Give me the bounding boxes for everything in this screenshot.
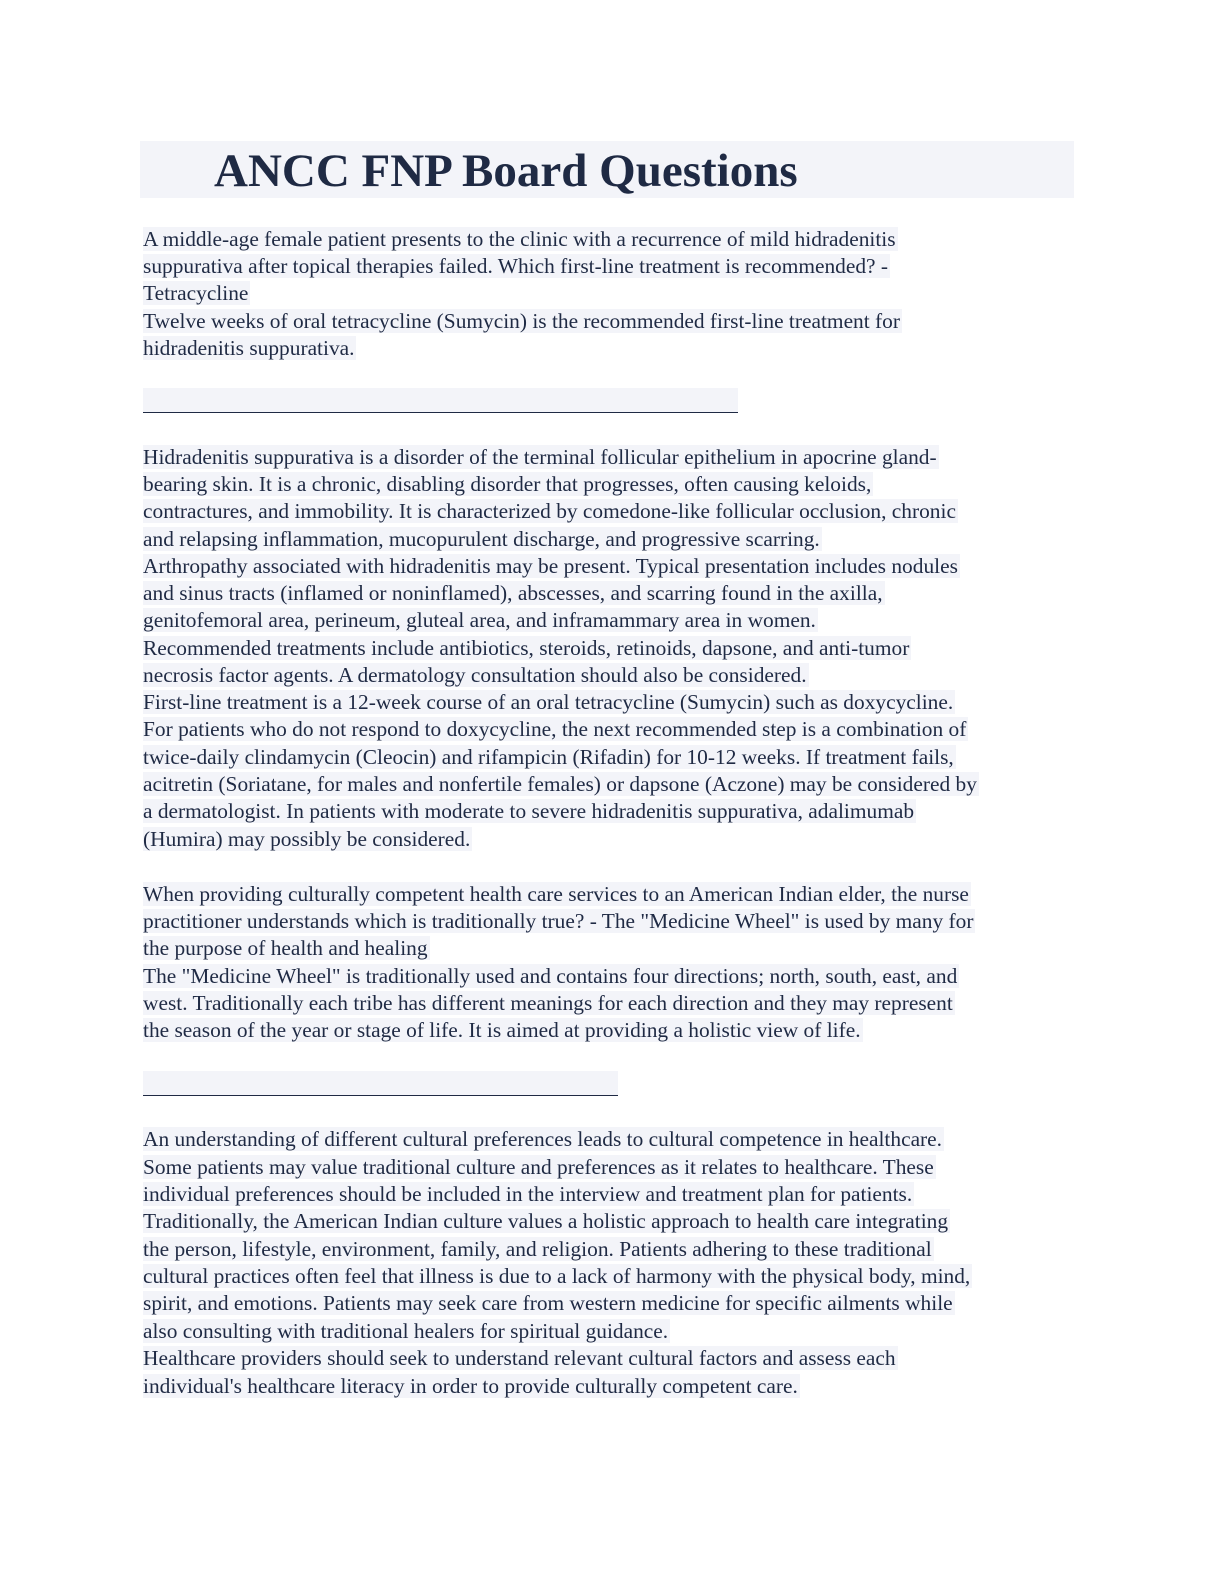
q1-detail-line-8: Recommended treatments include antibiotics, steroids, retinoids, dapsone, and anti-tumor	[143, 636, 910, 660]
q2-line-3: the purpose of health and healing	[143, 936, 428, 960]
q1-detail-line-9: necrosis factor agents. A dermatology consultation should also be considered.	[143, 663, 807, 687]
q2-detail-line-3: individual preferences should be included in the interview and treatment plan for patients.	[143, 1182, 913, 1206]
q2-detail-line-1: An understanding of different cultural preferences leads to cultural competence in healthcare.	[143, 1127, 943, 1151]
q1-detail-line-6: and sinus tracts (inflamed or noninflamed), abscesses, and scarring found in the axilla,	[143, 581, 883, 605]
q2-detail-line-10: individual's healthcare literacy in order to provide culturally competent care.	[143, 1374, 798, 1398]
q1-detail-line-13: acitretin (Soriatane, for males and nonfertile females) or dapsone (Aczone) may be considered by	[143, 772, 977, 796]
q1-line-1: A middle-age female patient presents to the clinic with a recurrence of mild hidradenitis	[143, 227, 896, 251]
q2-detail-line-6: cultural practices often feel that illness is due to a lack of harmony with the physical body, mind,	[143, 1264, 971, 1288]
q1-detail-line-15: (Humira) may possibly be considered.	[143, 827, 471, 851]
q2-detail-line-2: Some patients may value traditional culture and preferences as it relates to healthcare. These	[143, 1155, 934, 1179]
separator-rule-2	[143, 1095, 618, 1096]
q2-detail-line-9: Healthcare providers should seek to understand relevant cultural factors and assess each	[143, 1346, 896, 1370]
q1-detail-line-7: genitofemoral area, perineum, gluteal area, and inframammary area in women.	[143, 608, 816, 632]
q1-detail-line-2: bearing skin. It is a chronic, disabling disorder that progresses, often causing keloids,	[143, 472, 872, 496]
q2-detail-line-5: the person, lifestyle, environment, family, and religion. Patients adhering to these traditional	[143, 1237, 932, 1261]
q2-detail-line-4: Traditionally, the American Indian culture values a holistic approach to health care integrating	[143, 1209, 949, 1233]
q2-detail-line-8: also consulting with traditional healers for spiritual guidance.	[143, 1319, 669, 1343]
q2-line-6: the season of the year or stage of life. It is aimed at providing a holistic view of life.	[143, 1018, 861, 1042]
q1-detail-line-10: First-line treatment is a 12-week course of an oral tetracycline (Sumycin) such as doxycycline.	[143, 690, 954, 714]
q1-line-5: hidradenitis suppurativa.	[143, 336, 355, 360]
separator-highlight-2	[143, 1071, 618, 1095]
q1-detail-line-3: contractures, and immobility. It is characterized by comedone-like follicular occlusion, chronic	[143, 499, 956, 523]
q2-detail-line-7: spirit, and emotions. Patients may seek care from western medicine for specific ailments while	[143, 1291, 953, 1315]
q1-line-4: Twelve weeks of oral tetracycline (Sumycin) is the recommended first-line treatment for	[143, 309, 900, 333]
q1-detail-line-1: Hidradenitis suppurativa is a disorder of the terminal follicular epithelium in apocrine gland-	[143, 445, 937, 469]
separator-highlight-1	[143, 388, 738, 412]
q1-detail-line-4: and relapsing inflammation, mucopurulent discharge, and progressive scarring.	[143, 527, 820, 551]
q2-line-4: The "Medicine Wheel" is traditionally used and contains four directions; north, south, east, and	[143, 964, 958, 988]
page-title: ANCC FNP Board Questions	[214, 145, 798, 197]
q2-line-1: When providing culturally competent health care services to an American Indian elder, the nurse	[143, 882, 969, 906]
q2-line-2: practitioner understands which is traditionally true? - The "Medicine Wheel" is used by many for	[143, 909, 974, 933]
q2-line-5: west. Traditionally each tribe has different meanings for each direction and they may represent	[143, 991, 953, 1015]
q1-line-2: suppurativa after topical therapies failed. Which first-line treatment is recommended? -	[143, 254, 889, 278]
q1-detail-line-14: a dermatologist. In patients with moderate to severe hidradenitis suppurativa, adalimumab	[143, 799, 915, 823]
q1-detail-line-11: For patients who do not respond to doxycycline, the next recommended step is a combination of	[143, 717, 967, 741]
q1-detail-line-5: Arthropathy associated with hidradenitis may be present. Typical presentation includes nodules	[143, 554, 958, 578]
separator-rule-1	[143, 412, 738, 413]
q1-detail-line-12: twice-daily clindamycin (Cleocin) and rifampicin (Rifadin) for 10-12 weeks. If treatment fails,	[143, 745, 954, 769]
q1-line-3: Tetracycline	[143, 281, 249, 305]
